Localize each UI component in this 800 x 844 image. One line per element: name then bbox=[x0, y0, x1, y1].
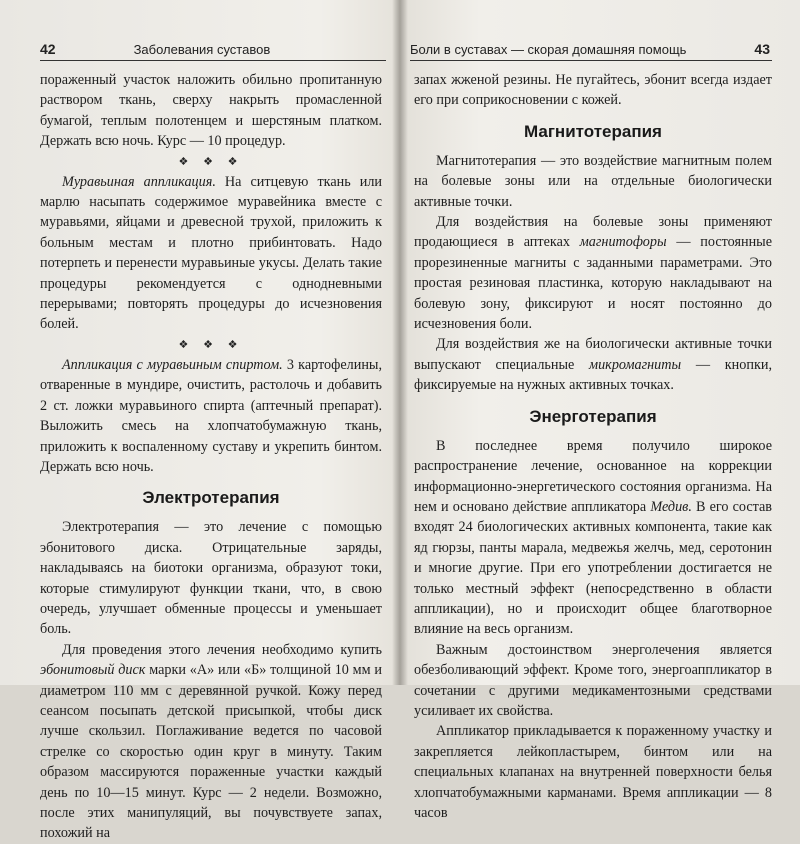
paragraph-text: 3 картофелины, отваренные в мундире, очистить, растолочь и добавить 2 ст. ложки муравьиного спирта (аптечный препарат). Выложить смесь на хлопчатобумажную ткань, приложить к воспаленному суставу и укрепить бинтом. Держать всю ночь. bbox=[40, 356, 382, 475]
section-heading: Электротерапия bbox=[142, 488, 280, 508]
section-heading: Энерготерапия bbox=[529, 406, 657, 426]
term-italic: магнитофоры bbox=[579, 234, 667, 251]
paragraph bbox=[414, 436, 772, 640]
paragraph-text: Для проведения этого лечения необходимо купить bbox=[62, 641, 382, 658]
paragraph: Аппликатор прикладывается к пораженному участку и закрепляется лейкопластырем, бинтом или на специальных клапанах на внутренней поверхности белья хлопчатобумажными карманами. Время аппликации — 8 часов bbox=[414, 723, 772, 821]
right-header-rule bbox=[410, 60, 772, 61]
paragraph bbox=[414, 334, 772, 395]
paragraph: Электротерапия — это лечение с помощью эбонитового диска. Отрицательные заряды, накладываясь на биотоки организма, образуют токи, которые стимулируют функции ткани, что, в свою очередь, улучшает обменные процессы и уменьшает боль. bbox=[40, 519, 382, 638]
left-page bbox=[0, 0, 396, 842]
right-page bbox=[404, 0, 800, 821]
right-running-title: Боли в суставах — скорая домашняя помощь bbox=[410, 41, 687, 57]
section-heading: Магнитотерапия bbox=[524, 121, 662, 141]
paragraph: пораженный участок наложить обильно пропитанную раствором ткань, сверху накрыть промасленной бумагой, теплым полотенцем и шерстяным платком. Держать всю ночь. Курс — 10 процедур. bbox=[40, 72, 382, 150]
paragraph: Магнитотерапия — это воздействие магнитным полем на болевые зоны или на отдельные биологически активные точки. bbox=[414, 152, 772, 210]
left-running-title: Заболевания суставов bbox=[133, 41, 271, 57]
right-page-number: 43 bbox=[754, 41, 770, 57]
paragraph-text: На ситцевую ткань или марлю насыпать содержимое муравейника вместе с муравьями, яйцами и древесной трухой, приложить к больным местам и плотно прибинтовать. Надо потерпеть и перенести муравьиные укусы. Делать такие процедуры рекомендуется с однодневными перерывами; повторять процедуры до исчезновения болей. bbox=[40, 173, 382, 333]
right-running-head bbox=[410, 40, 770, 58]
paragraph-text: Для воздействия на болевые зоны применяют продающиеся в аптеках bbox=[414, 214, 772, 251]
paragraph bbox=[40, 355, 382, 477]
paragraph-text: Для воздействия же на биологически активные точки выпускают специальные bbox=[414, 336, 772, 373]
section-separator: ❖ ❖ ❖ bbox=[178, 338, 244, 351]
paragraph bbox=[414, 212, 772, 334]
paragraph-text: — кнопки, фиксируемые на нужных активных точках. bbox=[414, 356, 772, 394]
section-separator: ❖ ❖ ❖ bbox=[178, 155, 244, 168]
left-running-head bbox=[40, 40, 384, 58]
term-italic: Аппликация с муравьиным спиртом. bbox=[62, 356, 283, 373]
paragraph-text: В его состав входят 24 биологических активных компонента, такие как яд гюрзы, панты марала, медвежья желчь, мед, серотонин и многие другие. При его употреблении достигается не только местный эффект (непосредственно в области аппликации), но и происходит общее благотворное влияние на весь организм. bbox=[414, 498, 773, 638]
paragraph-text: В последнее время получило широкое распространение лечение, основанное на коррекции информационно-энергетического состояния организма. На нем и основано действие аппликатора bbox=[414, 437, 772, 515]
left-header-rule bbox=[40, 60, 386, 61]
right-page-body bbox=[414, 70, 772, 823]
paragraph-text: марки «А» или «Б» толщиной 10 мм и диаметром 110 мм с деревянной ручкой. Кожу перед сеансом посыпать детской присыпкой, чтобы диск лучше скользил. Поглаживание ведется по часовой стрелке со скоростью один круг в минуту. Таким образом массируются пораженные участки каждый день по 10—15 минут. Курс — 2 недели. Возможно, после этих манипуляций, вы почувствуете запах, похожий на bbox=[40, 662, 382, 842]
paragraph: запах жженой резины. Не пугайтесь, эбонит всегда издает его при соприкосновении с кожей. bbox=[414, 72, 772, 109]
term-italic: Медив. bbox=[650, 498, 692, 515]
term-italic: Муравьиная аппликация. bbox=[62, 173, 216, 190]
paragraph bbox=[40, 640, 382, 844]
left-page-number: 42 bbox=[40, 41, 56, 57]
term-italic: микромагниты bbox=[589, 356, 682, 373]
paragraph: Важным достоинством энерголечения является обезболивающий эффект. Кроме того, энергоаппликатор в сочетании с другими медикаментозными средствами усиливает их свойства. bbox=[414, 641, 772, 719]
term-italic: эбонитовый диск bbox=[40, 662, 146, 679]
paragraph-text: — постоянные прорезиненные магниты с заданными параметрами. Это простая резиновая пластинка, которую накладывают на болевую зону, фиксируют и носят постоянно до исчезновения боли. bbox=[414, 234, 772, 333]
left-page-body bbox=[40, 70, 382, 844]
paragraph bbox=[40, 172, 382, 335]
